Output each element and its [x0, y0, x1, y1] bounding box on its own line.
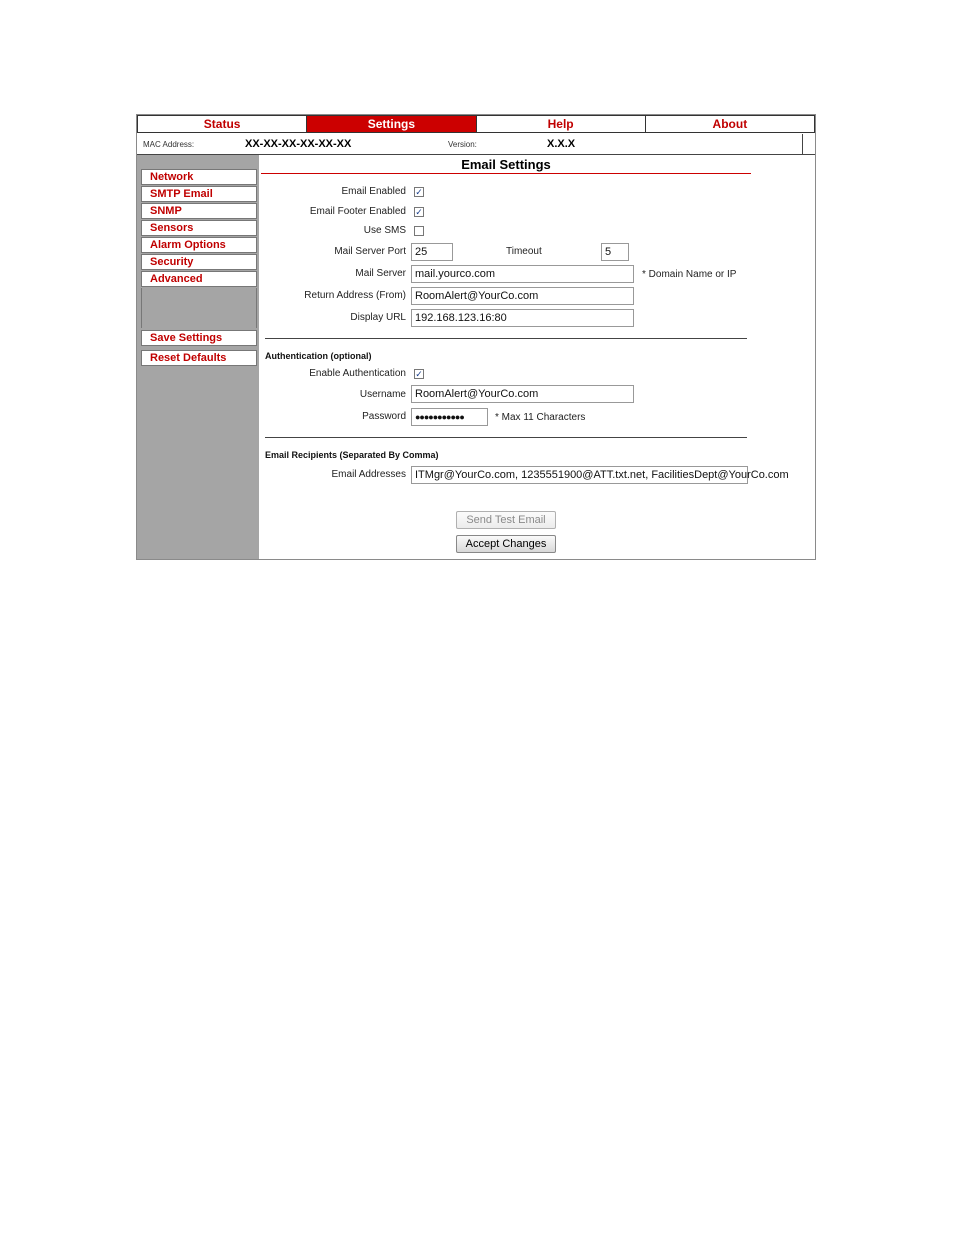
email-footer-enabled-checkbox[interactable]: ✓ — [415, 207, 423, 217]
mail-server-port-label: Mail Server Port — [334, 246, 406, 257]
sidebar-item-snmp[interactable]: SNMP — [141, 203, 257, 219]
enable-authentication-label: Enable Authentication — [309, 368, 406, 379]
page-title: Email Settings — [461, 157, 551, 172]
sidebar-item-network[interactable]: Network — [141, 169, 257, 185]
sidebar-item-security[interactable]: Security — [141, 254, 257, 270]
section-divider — [265, 437, 747, 438]
email-recipients-section-title: Email Recipients (Separated By Comma) — [265, 450, 439, 460]
sidebar-spacer — [141, 288, 257, 328]
title-divider — [261, 173, 751, 174]
password-label: Password — [362, 411, 406, 422]
version-value: X.X.X — [547, 138, 576, 150]
use-sms-checkbox[interactable] — [414, 226, 424, 236]
top-nav — [137, 115, 815, 134]
username-input[interactable]: RoomAlert@YourCo.com — [411, 385, 634, 403]
sidebar-item-alarm-options[interactable]: Alarm Options — [141, 237, 257, 253]
tab-about[interactable]: About — [645, 115, 815, 133]
email-settings-panel — [261, 155, 815, 559]
display-url-input[interactable]: 192.168.123.16:80 — [411, 309, 634, 327]
sidebar-item-advanced[interactable]: Advanced — [141, 271, 257, 287]
divider — [802, 134, 803, 154]
email-addresses-input[interactable]: ITMgr@YourCo.com, 1235551900@ATT.txt.net, FacilitiesDept@YourCo.com — [411, 466, 748, 484]
save-settings-button[interactable]: Save Settings — [141, 330, 257, 346]
section-divider — [265, 338, 747, 339]
tab-help[interactable]: Help — [476, 115, 646, 133]
version-label: Version: — [448, 140, 477, 149]
reset-defaults-button[interactable]: Reset Defaults — [141, 350, 257, 366]
email-footer-enabled-label: Email Footer Enabled — [309, 206, 406, 217]
return-address-label: Return Address (From) — [304, 290, 406, 301]
mac-address-value: XX-XX-XX-XX-XX-XX — [245, 138, 352, 150]
mac-address-label: MAC Address: — [143, 140, 195, 149]
accept-changes-button[interactable]: Accept Changes — [456, 535, 556, 553]
display-url-label: Display URL — [350, 312, 406, 323]
email-addresses-label: Email Addresses — [331, 469, 406, 480]
mail-server-port-input[interactable]: 25 — [411, 243, 453, 261]
mail-server-input[interactable]: mail.yourco.com — [411, 265, 634, 283]
authentication-section-title: Authentication (optional) — [265, 351, 372, 361]
tab-settings[interactable]: Settings — [306, 115, 476, 133]
mail-server-hint: * Domain Name or IP — [642, 269, 737, 280]
sidebar — [137, 155, 259, 559]
email-enabled-label: Email Enabled — [341, 186, 406, 197]
sidebar-item-sensors[interactable]: Sensors — [141, 220, 257, 236]
device-info-bar — [137, 134, 815, 155]
timeout-label: Timeout — [506, 246, 542, 257]
username-label: Username — [359, 389, 406, 400]
password-input[interactable]: ●●●●●●●●●●● — [411, 408, 488, 426]
mail-server-label: Mail Server — [355, 268, 406, 279]
email-enabled-checkbox[interactable]: ✓ — [415, 187, 423, 197]
sidebar-item-smtp-email[interactable]: SMTP Email — [141, 186, 257, 202]
enable-authentication-checkbox[interactable]: ✓ — [415, 369, 423, 379]
use-sms-label: Use SMS — [363, 225, 406, 236]
app-window — [136, 114, 816, 560]
tab-status[interactable]: Status — [137, 115, 307, 133]
timeout-input[interactable]: 5 — [601, 243, 629, 261]
send-test-email-button[interactable]: Send Test Email — [456, 511, 556, 529]
return-address-input[interactable]: RoomAlert@YourCo.com — [411, 287, 634, 305]
password-hint: * Max 11 Characters — [495, 412, 586, 423]
